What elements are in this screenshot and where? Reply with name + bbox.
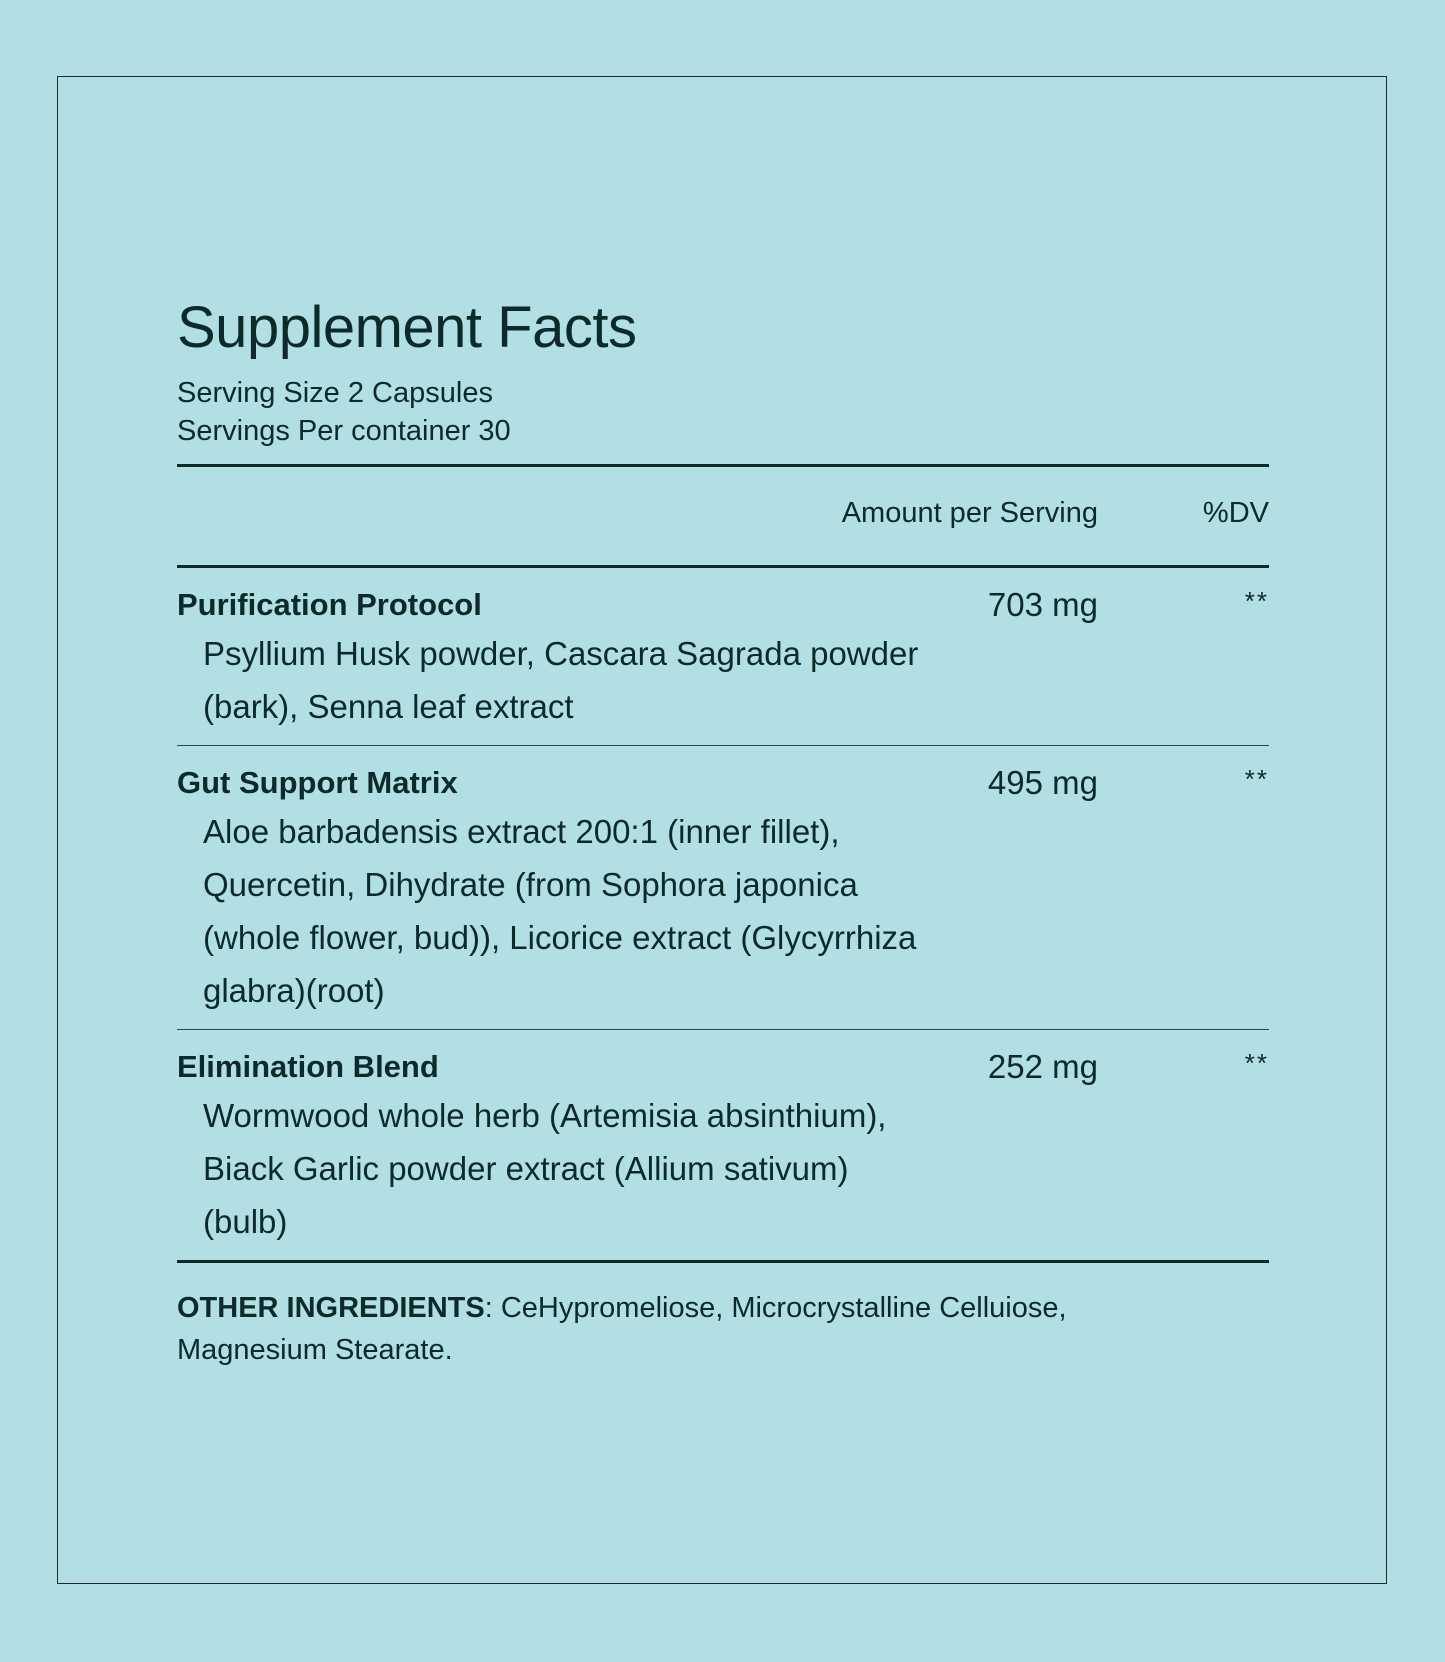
supplement-facts-panel bbox=[177, 290, 1269, 1371]
blend-row bbox=[177, 746, 1269, 1029]
serving-size: Serving Size 2 Capsules bbox=[177, 377, 493, 409]
serving-info bbox=[177, 374, 1269, 450]
other-ingredients-label: OTHER INGREDIENTS bbox=[177, 1292, 485, 1324]
blend-ingredients: Aloe barbadensis extract 200:1 (inner fillet), Quercetin, Dihydrate (from Sophora japonica (whole flower, bud)), Licorice extract (Glycyrrhiza glabra)(root) bbox=[203, 813, 917, 1009]
blend-dv: ** bbox=[1244, 586, 1269, 616]
blend-amount: 252 mg bbox=[987, 1048, 1098, 1085]
divider-thick bbox=[177, 1260, 1269, 1263]
page-title: Supplement Facts bbox=[177, 295, 637, 360]
blend-name: Elimination Blend bbox=[177, 1049, 439, 1084]
blend-dv: ** bbox=[1244, 764, 1269, 794]
blend-row bbox=[177, 568, 1269, 745]
blend-name: Purification Protocol bbox=[177, 587, 482, 622]
other-ingredients-text: : CeHypromeliose, Microcrystalline Celluiose, Magnesium Stearate. bbox=[177, 1292, 1067, 1366]
column-header-row bbox=[177, 467, 1269, 565]
blend-dv: ** bbox=[1244, 1048, 1269, 1078]
blend-row bbox=[177, 1030, 1269, 1260]
blend-amount: 703 mg bbox=[987, 586, 1098, 623]
amount-column-header: Amount per Serving bbox=[841, 497, 1098, 529]
dv-column-header: %DV bbox=[1202, 497, 1269, 529]
servings-per-container: Servings Per container 30 bbox=[177, 415, 511, 447]
blend-name: Gut Support Matrix bbox=[177, 765, 458, 800]
blend-amount: 495 mg bbox=[987, 764, 1098, 801]
blend-ingredients: Wormwood whole herb (Artemisia absinthium), Biack Garlic powder extract (Allium sativum)(bulb) bbox=[203, 1097, 887, 1240]
blend-ingredients: Psyllium Husk powder, Cascara Sagrada powder (bark), Senna leaf extract bbox=[203, 635, 919, 725]
other-ingredients bbox=[177, 1287, 1177, 1371]
